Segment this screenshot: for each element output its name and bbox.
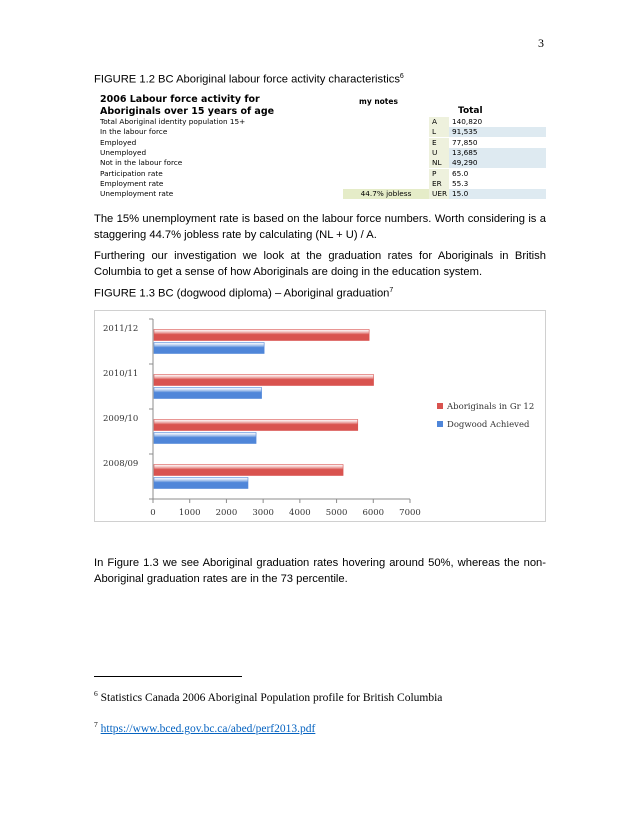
x-tick-label: 6000: [362, 508, 385, 518]
row-value: 15.0: [449, 189, 546, 199]
table-row: [94, 158, 546, 168]
table-row: [94, 189, 546, 199]
row-code: U: [429, 148, 449, 158]
row-label: Not in the labour force: [100, 158, 183, 168]
figure-1-2-caption-text: FIGURE 1.2 BC Aboriginal labour force activity characteristics: [94, 73, 400, 86]
row-value: 65.0: [452, 168, 469, 178]
bar-dogwood-achieved: [154, 343, 264, 354]
row-label: In the labour force: [100, 127, 168, 137]
row-code: P: [429, 169, 449, 179]
graduation-chart: [94, 310, 546, 522]
footnote-6-text: Statistics Canada 2006 Aboriginal Population profile for British Columbia: [100, 691, 443, 704]
row-code: L: [429, 127, 449, 137]
y-category-label: 2009/10: [103, 414, 139, 424]
table-title-line-2: Aboriginals over 15 years of age: [100, 106, 275, 117]
table-row: [94, 127, 546, 137]
x-tick-label: 1000: [178, 508, 201, 518]
paragraph-graduation-intro: Furthering our investigation we look at the graduation rates for Aboriginals in British Columbia to get a sense of how Aboriginals are doing in the education system.: [94, 250, 546, 278]
row-label: Unemployed: [100, 147, 147, 157]
y-category-label: 2011/12: [103, 324, 139, 334]
paragraph-unemployment: The 15% unemployment rate is based on the labour force numbers. Worth considering is a staggering 44.7% jobless rate by calculating (NL + U) / A.: [94, 213, 546, 241]
y-category-label: 2008/09: [103, 459, 139, 469]
footnote-7: [94, 720, 315, 735]
figure-1-3-caption: [94, 287, 393, 300]
page-number: 3: [538, 36, 544, 50]
row-label: Total Aboriginal identity population 15+: [100, 117, 246, 126]
bar-dogwood-achieved: [154, 388, 262, 399]
footnote-separator: [94, 676, 242, 677]
labour-force-table: [94, 94, 546, 200]
figure-1-2-caption: [94, 73, 404, 86]
x-tick-label: 2000: [215, 508, 238, 518]
legend-label: Dogwood Achieved: [447, 420, 530, 430]
paragraph-graduation-rates: In Figure 1.3 we see Aboriginal graduation rates hovering around 50%, whereas the non-Aboriginal graduation rates are in the 73 percentile.: [94, 557, 546, 585]
row-value: 77,850: [452, 137, 478, 147]
x-tick-label: 3000: [252, 508, 274, 518]
footnote-6-number: 6: [94, 689, 98, 698]
row-value: 49,290: [449, 158, 546, 168]
row-label: Participation rate: [100, 168, 163, 178]
notes-header: my notes: [359, 97, 398, 106]
row-label: Unemployment rate: [100, 189, 174, 199]
row-code: A: [429, 117, 449, 127]
graduation-chart-svg: [95, 311, 545, 521]
legend-swatch: [437, 421, 443, 427]
table-row: [94, 148, 546, 158]
y-category-label: 2010/11: [103, 369, 139, 379]
row-note: 44.7% jobless: [343, 189, 429, 199]
table-row: [94, 138, 546, 148]
bar-aboriginals-gr12: [154, 330, 369, 341]
row-code: NL: [429, 158, 449, 168]
x-tick-label: 4000: [289, 508, 311, 518]
bar-dogwood-achieved: [154, 478, 248, 489]
row-value: 91,535: [449, 127, 546, 137]
footnote-7-number: 7: [94, 720, 98, 729]
x-tick-label: 0: [150, 508, 156, 518]
table-row: [94, 117, 546, 127]
bar-aboriginals-gr12: [154, 375, 374, 386]
bar-dogwood-achieved: [154, 433, 256, 444]
row-code: UER: [429, 189, 449, 199]
table-row: [94, 169, 546, 179]
footnote-6: [94, 689, 442, 704]
row-code: ER: [429, 179, 449, 189]
x-tick-label: 5000: [325, 508, 348, 518]
legend-swatch: [437, 403, 443, 409]
figure-1-3-caption-text: FIGURE 1.3 BC (dogwood diploma) – Aboriginal graduation: [94, 287, 390, 300]
footnote-7-link[interactable]: https://www.bced.gov.bc.ca/abed/perf2013.pdf: [100, 722, 316, 735]
bar-aboriginals-gr12: [154, 465, 343, 476]
bar-aboriginals-gr12: [154, 420, 358, 431]
x-tick-label: 7000: [399, 508, 421, 518]
row-value: 140,820: [452, 117, 483, 126]
row-label: Employed: [100, 137, 137, 147]
table-title-line-1: 2006 Labour force activity for: [100, 94, 260, 105]
footnote-ref-6: 6: [399, 73, 404, 80]
legend-label: Aboriginals in Gr 12: [447, 402, 535, 412]
row-value: 13,685: [449, 148, 546, 158]
row-label: Employment rate: [100, 178, 164, 188]
footnote-ref-7: 7: [389, 287, 394, 294]
total-header: Total: [458, 106, 483, 116]
row-value: 55.3: [452, 178, 469, 188]
table-row: [94, 179, 546, 189]
table-title: [100, 94, 320, 118]
row-code: E: [429, 138, 449, 148]
